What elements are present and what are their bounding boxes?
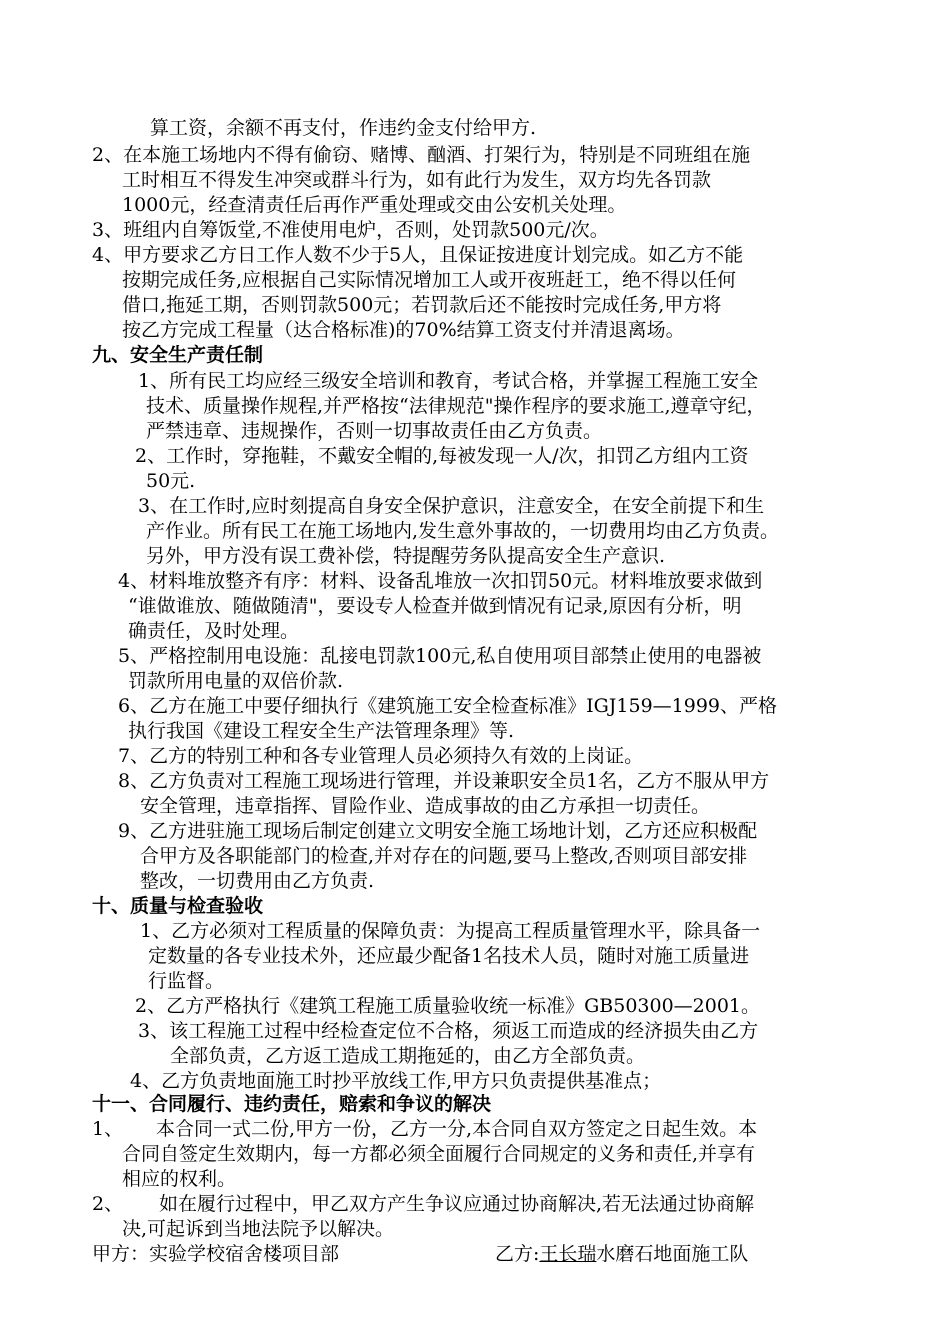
text-line: 算工资，余额不再支付，作违约金支付给甲方. <box>150 117 537 139</box>
text-line: 定数量的各专业技术外，还应最少配备1名技术人员，随时对施工质量进 <box>148 945 750 967</box>
party-a-signature: 甲方：实验学校宿舍楼项目部 <box>92 1243 340 1265</box>
text-line: 安全管理，违章指挥、冒险作业、造成事故的由乙方承担一切责任。 <box>140 795 711 817</box>
text-line: 50元. <box>146 470 196 492</box>
text-line: 借口,拖延工期，否则罚款500元；若罚款后还不能按时完成任务,甲方将 <box>122 294 722 316</box>
text-line: 产作业。所有民工在施工场地内,发生意外事故的，一切费用均由乙方负责。 <box>146 520 780 542</box>
text-line: 决,可起诉到当地法院予以解决。 <box>122 1218 395 1240</box>
text-line: 另外，甲方没有误工费补偿，特提醒劳务队提高安全生产意识. <box>146 545 666 567</box>
text-line: 工时相互不得发生冲突或群斗行为，如有此行为发生，双方均先各罚款 <box>122 169 712 191</box>
party-b-signature <box>495 1242 748 1266</box>
text-line: 全部负责，乙方返工造成工期拖延的，由乙方全部负责。 <box>170 1045 646 1067</box>
text-line: 4、材料堆放整齐有序：材料、设备乱堆放一次扣罚50元。材料堆放要求做到 <box>118 570 763 592</box>
list-number: 1、 <box>92 1118 124 1140</box>
party-b-suffix: 水磨石地面施工队 <box>596 1243 749 1265</box>
text-line: 1、乙方必须对工程质量的保障负责：为提高工程质量管理水平，除具备一 <box>140 920 761 942</box>
text-line: 3、在工作时,应时刻提高自身安全保护意识，注意安全，在安全前提下和生 <box>138 495 765 517</box>
text-line: 9、乙方进驻施工现场后制定创建立文明安全施工场地计划，乙方还应积极配 <box>118 820 758 842</box>
text-line: 6、乙方在施工中要仔细执行《建筑施工安全检查标准》IGJ159—1999、严格 <box>118 695 778 717</box>
text-line: 确责任，及时处理。 <box>128 620 300 642</box>
text-line: 2、乙方严格执行《建筑工程施工质量验收统一标准》GB50300—2001。 <box>135 995 761 1017</box>
text-line: 罚款所用电量的双倍价款. <box>128 670 344 692</box>
text-line: 技术、质量操作规程,并严格按“法律规范"操作程序的要求施工,遵章守纪， <box>146 395 766 417</box>
text-line: 整改，一切费用由乙方负责. <box>140 870 375 892</box>
text-line: “谁做谁放、随做随清"，要设专人检查并做到情况有记录,原因有分析，明 <box>128 595 742 617</box>
section-heading: 十一、合同履行、违约责任，赔索和争议的解决 <box>92 1093 492 1115</box>
text-line: 合同自签定生效期内，每一方都必须全面履行合同规定的义务和责任,并享有 <box>122 1143 756 1165</box>
text-line: 本合同一式二份,甲方一份，乙方一分,本合同自双方签定之日起生效。本 <box>156 1118 758 1140</box>
text-line: 执行我国《建设工程安全生产法管理条理》等. <box>128 720 515 742</box>
text-line: 相应的权利。 <box>122 1168 237 1190</box>
text-line: 行监督。 <box>148 970 225 992</box>
text-line: 8、乙方负责对工程施工现场进行管理，并设兼职安全员1名，乙方不服从甲方 <box>118 770 770 792</box>
text-line: 如在履行过程中，甲乙双方产生争议应通过协商解决,若无法通过协商解 <box>159 1193 755 1215</box>
text-line: 3、班组内自筹饭堂,不准使用电炉，否则，处罚款500元/次。 <box>92 219 609 241</box>
section-heading: 十、质量与检查验收 <box>92 895 264 917</box>
text-line: 4、甲方要求乙方日工作人数不少于5人，且保证按进度计划完成。如乙方不能 <box>92 244 744 266</box>
text-line: 2、在本施工场地内不得有偷窃、赌博、酗酒、打架行为，特别是不同班组在施 <box>92 144 751 166</box>
text-line: 5、严格控制用电设施：乱接电罚款100元,私自使用项目部禁止使用的电器被 <box>118 645 762 667</box>
text-line: 2、工作时，穿拖鞋，不戴安全帽的,每被发现一人/次，扣罚乙方组内工资 <box>135 445 749 467</box>
text-line: 严禁违章、违规操作，否则一切事故责任由乙方负责。 <box>146 420 603 442</box>
party-b-prefix: 乙方: <box>495 1243 540 1265</box>
text-line: 按乙方完成工程量（达合格标准)的70%结算工资支付并清退离场。 <box>122 319 685 341</box>
list-number: 2、 <box>92 1193 124 1215</box>
text-line: 1、所有民工均应经三级安全培训和教育，考试合格，并掌握工程施工安全 <box>138 370 759 392</box>
text-line: 1000元，经查清责任后再作严重处理或交由公安机关处理。 <box>122 194 627 216</box>
text-line: 按期完成任务,应根据自己实际情况增加工人或开夜班赶工，绝不得以任何 <box>122 269 737 291</box>
text-line: 3、该工程施工过程中经检查定位不合格，须返工而造成的经济损失由乙方 <box>138 1020 759 1042</box>
text-line: 4、乙方负责地面施工时抄平放线工作,甲方只负责提供基准点； <box>130 1070 662 1092</box>
section-heading: 九、安全生产责任制 <box>92 344 264 366</box>
party-b-name: 王长瑞 <box>539 1243 597 1265</box>
text-line: 7、乙方的特别工种和各专业管理人员必须持久有效的上岗证。 <box>118 745 644 767</box>
text-line: 合甲方及各职能部门的检查,并对存在的问题,要马上整改,否则项目部安排 <box>140 845 748 867</box>
